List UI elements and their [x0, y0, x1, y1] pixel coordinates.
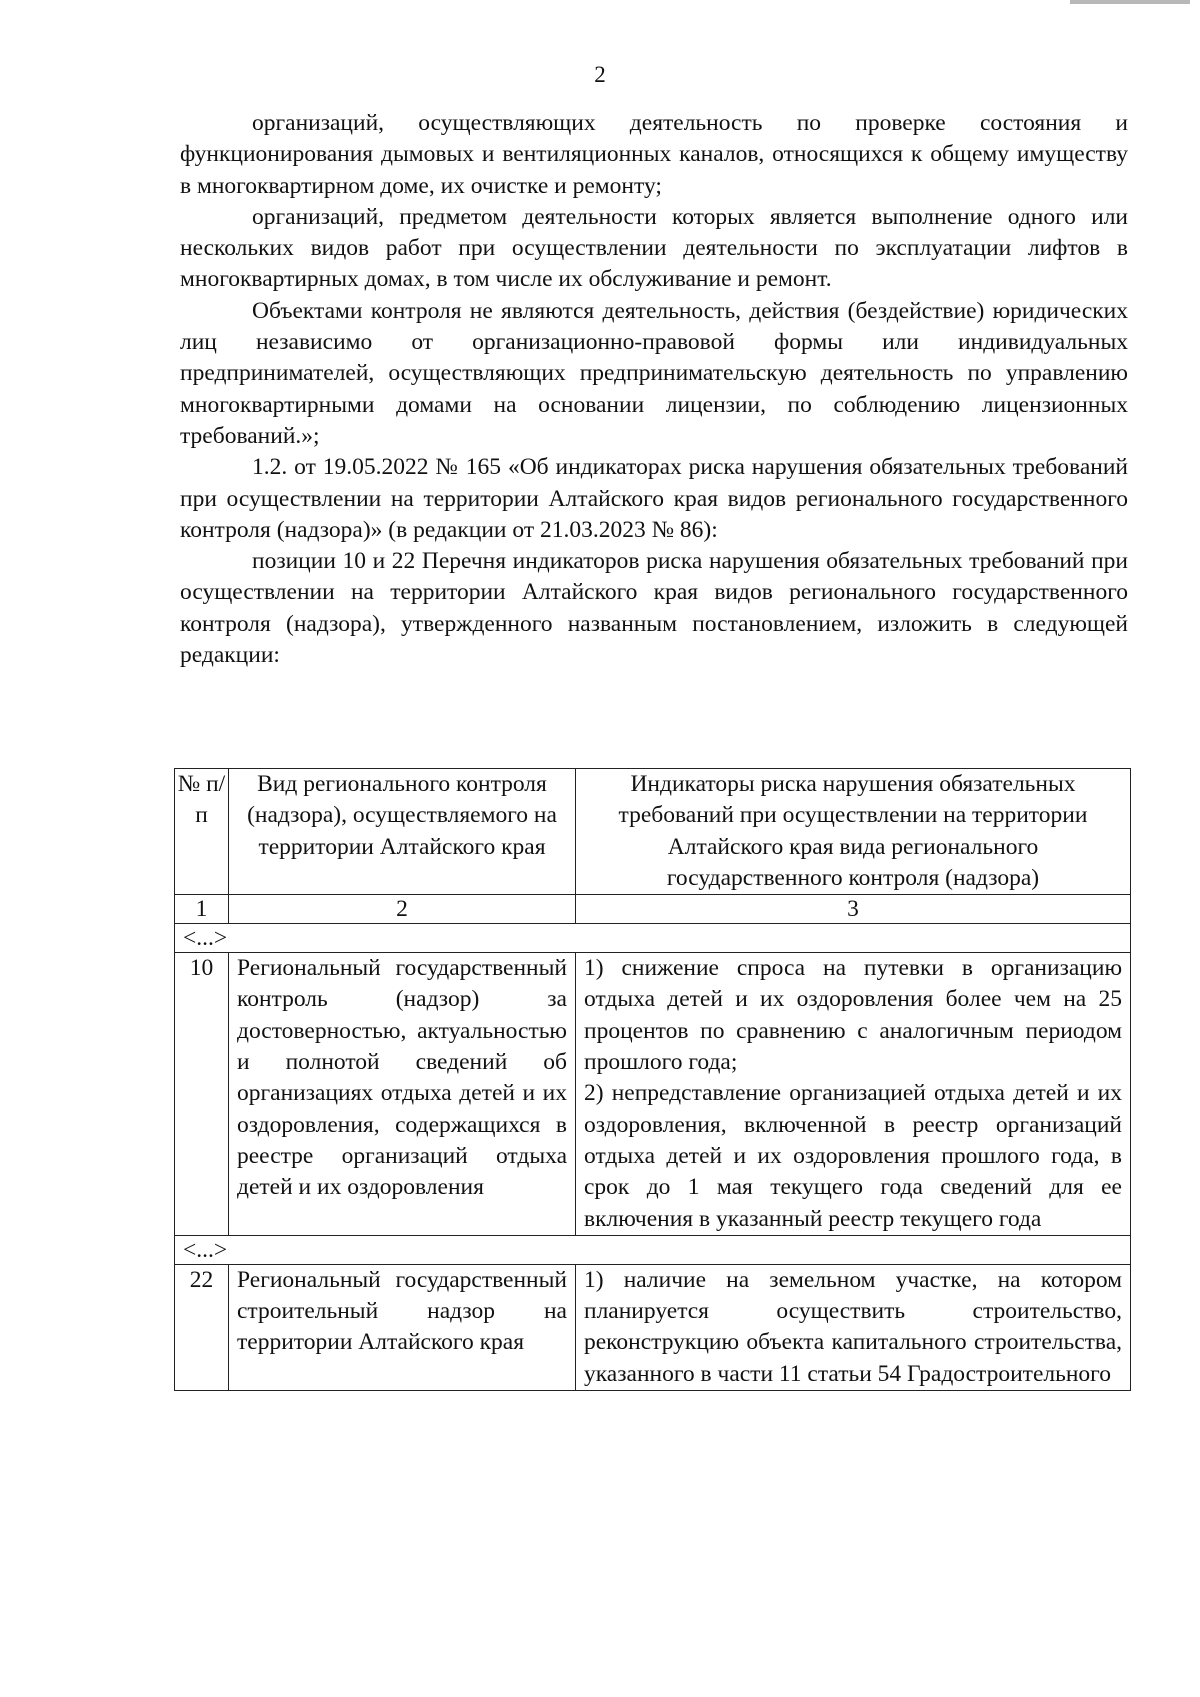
paragraph: позиции 10 и 22 Перечня индикаторов риска нарушения обязательных требований при осуществлении на территории Алтайского края видов регионального государственного контроля (надзора), утвержденного названным постановлением, изложить в следующей редакции: [180, 548, 1128, 669]
column-index: 3 [576, 895, 1131, 924]
row-control-kind: Региональный государственный контроль (надзор) за достоверностью, актуальностью и полнотой сведений об организациях отдыха детей и их оздоровления, содержащихся в реестре организаций отдыха детей и их оздоровления [229, 953, 576, 1236]
column-index-row [175, 895, 1131, 924]
ellipsis-cell: <...> [175, 1235, 1131, 1264]
header-num: № п/п [175, 769, 229, 895]
document-body [180, 108, 1128, 671]
row-indicators [576, 953, 1131, 1236]
row-num: 22 [175, 1264, 229, 1390]
paragraph: 1.2. от 19.05.2022 № 165 «Об индикаторах риска нарушения обязательных требований при осуществлении на территории Алтайского края видов регионального государственного контроля (надзора)» (в редакции от 21.03.2023 № 86): [180, 454, 1128, 543]
indicator-item: 2) непредставление организацией отдыха детей и их оздоровления, включенной в реестр организаций отдыха детей и их оздоровления прошлого года, в срок до 1 мая текущего года сведений для ее включения в указанный реестр текущего года [584, 1080, 1122, 1232]
table-row [175, 953, 1131, 1236]
paragraph: организаций, предметом деятельности которых является выполнение одного или нескольких видов работ при осуществлении деятельности по эксплуатации лифтов в многоквартирных домах, в том числе их обслуживание и ремонт. [180, 203, 1128, 293]
ellipsis-cell: <...> [175, 924, 1131, 953]
indicator-item: 1) наличие на земельном участке, на котором планируется осуществить строительство, реконструкцию объекта капитального строительства, указанного в части 11 статьи 54 Градостроительного [584, 1266, 1122, 1387]
header-risk-indicators: Индикаторы риска нарушения обязательных требований при осуществлении на территории Алтайского края вида регионального государственного контроля (надзора) [576, 769, 1131, 895]
row-indicators [576, 1264, 1131, 1390]
column-index: 2 [229, 895, 576, 924]
indicator-item: 1) снижение спроса на путевки в организацию отдыха детей и их оздоровления более чем на 25 процентов по сравнению с аналогичным периодом прошлого года; [584, 955, 1122, 1076]
scan-edge-mark [1070, 0, 1190, 4]
column-index: 1 [175, 895, 229, 924]
table-row [175, 1264, 1131, 1390]
indicators-table [174, 768, 1131, 1391]
ellipsis-row [175, 924, 1131, 953]
page-number: 2 [594, 62, 606, 87]
row-num: 10 [175, 953, 229, 1236]
ellipsis-row [175, 1235, 1131, 1264]
paragraph: организаций, осуществляющих деятельность по проверке состояния и функционирования дымовых и вентиляционных каналов, относящихся к общему имуществу в многоквартирном доме, их очистке и ремонту; [180, 110, 1128, 199]
table-header-row [175, 769, 1131, 895]
paragraph: Объектами контроля не являются деятельность, действия (бездействие) юридических лиц независимо от организационно-правовой формы или индивидуальных предпринимателей, осуществляющих предпринимательскую деятельность по управлению многоквартирными домами на основании лицензии, по соблюдению лицензионных требований.»; [180, 297, 1128, 449]
header-control-kind: Вид регионального контроля (надзора), осуществляемого на территории Алтайского края [229, 769, 576, 895]
row-control-kind: Региональный государственный строительный надзор на территории Алтайского края [229, 1264, 576, 1390]
